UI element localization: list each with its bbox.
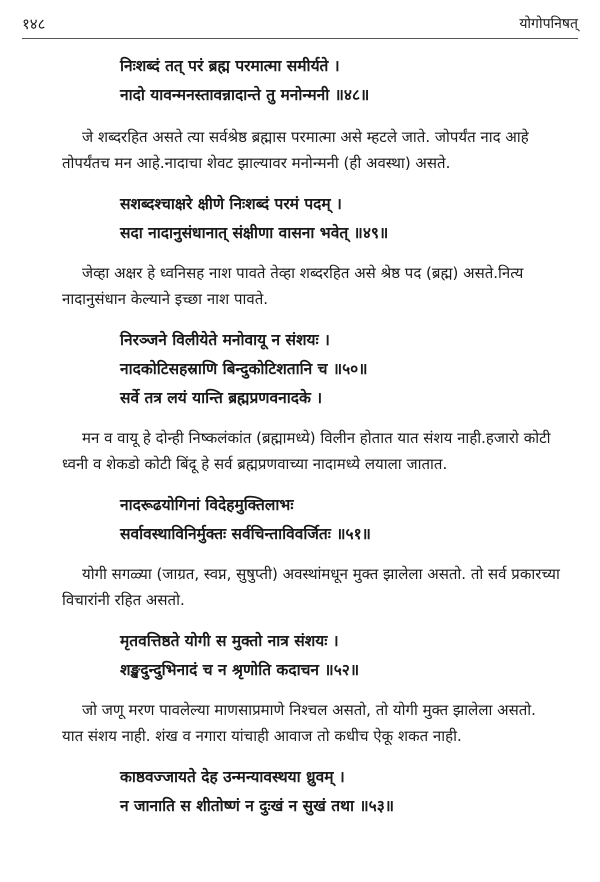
verse-line: सशब्दश्चाक्षरे क्षीणे निःशब्दं परमं पदम् । [120, 195, 342, 213]
page-number: १४८ [22, 15, 46, 33]
translation-52: जो जणू मरण पावलेल्या माणसाप्रमाणे निश्चल असतो, तो योगी मुक्त झालेला असतो. यात संशय नाही. शंख व नगारा यांचाही आवाज तो कधीच ऐकू शकत नाही. [62, 701, 536, 745]
translation-49: जेव्हा अक्षर हे ध्वनिसह नाश पावते तेव्हा शब्दरहित असे श्रेष्ठ पद (ब्रह्म) असते.नित्य नादानुसंधान केल्याने इच्छा नाश पावते. [62, 264, 524, 308]
verse-line: नादो यावन्मनस्तावन्नादान्ते तु मनोन्मनी ॥४८॥ [120, 86, 370, 104]
verse-49 [120, 190, 560, 248]
page-header [22, 14, 578, 36]
verse-line: सदा नादानुसंधानात् संक्षीणा वासना भवेत् ॥४९॥ [120, 224, 389, 242]
verse-52 [120, 627, 560, 685]
verse-line: काष्ठवज्जायते देह उन्मन्यावस्थया ध्रुवम् । [120, 768, 345, 786]
header-rule [22, 38, 578, 39]
verse-53 [120, 763, 560, 821]
verse-line: मृतवत्तिष्ठते योगी स मुक्तो नात्र संशयः । [120, 632, 339, 650]
page-content [62, 52, 560, 821]
translation-50: मन व वायू हे दोन्ही निष्कलंकांत (ब्रह्मामध्ये) विलीन होतात यात संशय नाही.हजारो कोटी ध्वनी व शेकडो कोटी बिंदू हे सर्व ब्रह्मप्रणवाच्या नादामध्ये लयाला जातात. [62, 429, 551, 473]
verse-line: न जानाति स शीतोष्णं न दुःखं न सुखं तथा ॥५३॥ [120, 797, 395, 815]
translation-51: योगी सगळ्या (जाग्रत, स्वप्न, सुषुप्ती) अवस्थांमधून मुक्त झालेला असतो. तो सर्व प्रकारच्या विचारांनी रहित असतो. [62, 565, 560, 609]
verse-line: निःशब्दं तत् परं ब्रह्म परमात्मा समीर्यते । [120, 57, 340, 75]
running-title: योगोपनिषत् [519, 16, 578, 32]
verse-line: शङ्खदुन्दुभिनादं च न श्रृणोति कदाचन ॥५२॥ [120, 661, 360, 679]
verse-line: निरञ्जने विलीयेते मनोवायू न संशयः । [120, 331, 330, 349]
verse-line: नादरूढयोगिनां विदेहमुक्तिलाभः [120, 496, 294, 514]
translation-48: जे शब्दरहित असते त्या सर्वश्रेष्ठ ब्रह्मास परमात्मा असे म्हटले जाते. जोपर्यंत नाद आहे तोपर्यंतच मन आहे.नादाचा शेवट झाल्यावर मनोन्मनी (ही अवस्था) असते. [62, 128, 529, 172]
verse-51 [120, 491, 560, 549]
verse-line: सर्वावस्थाविनिर्मुक्तः सर्वचिन्ताविवर्जितः ॥५१॥ [120, 525, 371, 543]
verse-50 [120, 326, 560, 413]
verse-line: सर्वे तत्र लयं यान्ति ब्रह्मप्रणवनादके । [120, 389, 323, 407]
verse-48 [120, 52, 560, 110]
verse-line: नादकोटिसहस्राणि बिन्दुकोटिशतानि च ॥५०॥ [120, 360, 368, 378]
